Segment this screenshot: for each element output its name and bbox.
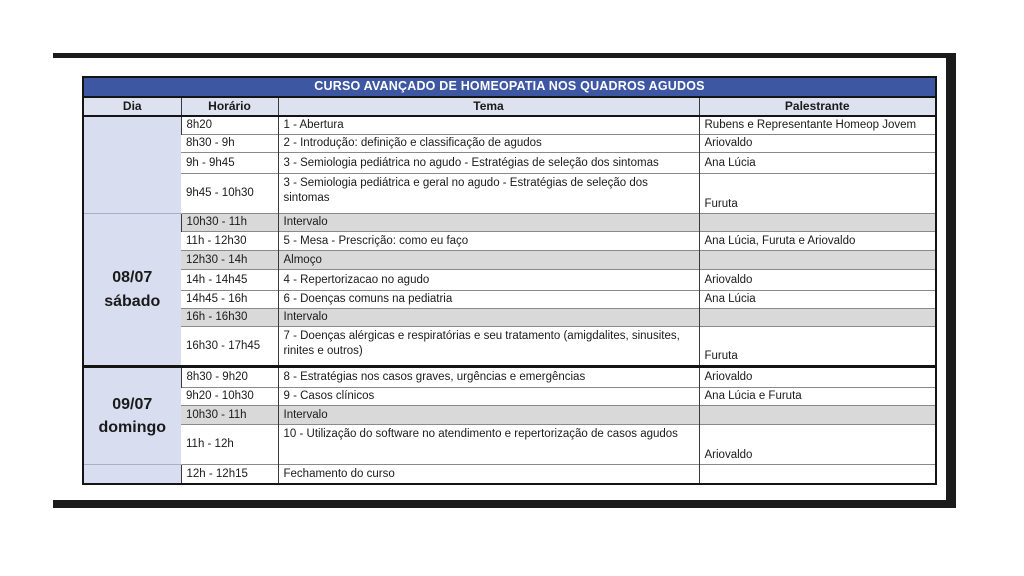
course-title: CURSO AVANÇADO DE HOMEOPATIA NOS QUADROS AGUDOS [83,77,936,97]
col-header-horario: Horário [181,97,278,116]
tema-cell: 1 - Abertura [278,116,699,135]
horario-cell: 9h45 - 10h30 [181,174,278,214]
schedule-row [83,327,936,367]
day-cell-empty-top [83,116,181,214]
day-cell-empty-bottom [83,465,181,484]
col-header-tema: Tema [278,97,699,116]
horario-cell: 11h - 12h [181,425,278,465]
col-header-dia: Dia [83,97,181,116]
palestrante-cell [699,214,936,232]
palestrante-cell: Ana Lúcia [699,153,936,174]
schedule-row [83,270,936,291]
horario-cell: 10h30 - 11h [181,406,278,425]
schedule-row [83,116,936,135]
palestrante-cell: Furuta [699,327,936,367]
palestrante-cell: Ariovaldo [699,425,936,465]
schedule-row [83,425,936,465]
tema-cell: Intervalo [278,309,699,327]
schedule-row [83,367,936,388]
tema-cell: Fechamento do curso [278,465,699,484]
tema-cell: 4 - Repertorizacao no agudo [278,270,699,291]
horario-cell: 8h20 [181,116,278,135]
palestrante-cell: Ana Lúcia [699,291,936,309]
schedule-row-break [83,251,936,270]
horario-cell: 12h - 12h15 [181,465,278,484]
schedule-row [83,291,936,309]
tema-cell: 5 - Mesa - Prescrição: como eu faço [278,232,699,251]
horario-cell: 12h30 - 14h [181,251,278,270]
tema-cell: 8 - Estratégias nos casos graves, urgências e emergências [278,367,699,388]
palestrante-cell [699,465,936,484]
horario-cell: 8h30 - 9h20 [181,367,278,388]
horario-cell: 14h45 - 16h [181,291,278,309]
schedule-row [83,135,936,153]
course-schedule-table [82,76,937,485]
day-weekday: domingo [98,419,167,437]
col-header-palestrante: Palestrante [699,97,936,116]
palestrante-cell: Furuta [699,174,936,214]
horario-cell: 16h - 16h30 [181,309,278,327]
schedule-row [83,465,936,484]
schedule-row-break [83,309,936,327]
day-date: 08/07 [112,269,153,287]
horario-cell: 14h - 14h45 [181,270,278,291]
palestrante-cell: Ariovaldo [699,270,936,291]
tema-cell: 10 - Utilização do software no atendimento e repertorização de casos agudos [278,425,699,465]
palestrante-cell: Ana Lúcia, Furuta e Ariovaldo [699,232,936,251]
schedule-row-break [83,214,936,232]
tema-cell: 3 - Semiologia pediátrica no agudo - Estratégias de seleção dos sintomas [278,153,699,174]
tema-cell: Intervalo [278,214,699,232]
palestrante-cell: Ariovaldo [699,135,936,153]
tema-cell: Almoço [278,251,699,270]
day-weekday: sábado [104,292,161,310]
schedule-row [83,174,936,214]
palestrante-cell [699,309,936,327]
day-cell-sunday [83,367,181,465]
palestrante-cell [699,406,936,425]
horario-cell: 10h30 - 11h [181,214,278,232]
day-cell-saturday [83,214,181,367]
palestrante-cell: Ariovaldo [699,367,936,388]
tema-cell: Intervalo [278,406,699,425]
schedule-row [83,232,936,251]
table-title-row [83,77,936,97]
schedule-row [83,388,936,406]
horario-cell: 16h30 - 17h45 [181,327,278,367]
table-header-row [83,97,936,116]
horario-cell: 8h30 - 9h [181,135,278,153]
tema-cell: 7 - Doenças alérgicas e respiratórias e seu tratamento (amigdalites, sinusites, rinites e outros) [278,327,699,367]
palestrante-cell [699,251,936,270]
day-date: 09/07 [112,395,153,413]
tema-cell: 9 - Casos clínicos [278,388,699,406]
horario-cell: 9h20 - 10h30 [181,388,278,406]
palestrante-cell: Ana Lúcia e Furuta [699,388,936,406]
horario-cell: 9h - 9h45 [181,153,278,174]
tema-cell: 3 - Semiologia pediátrica e geral no agudo - Estratégias de seleção dos sintomas [278,174,699,214]
schedule-row [83,153,936,174]
tema-cell: 2 - Introdução: definição e classificação de agudos [278,135,699,153]
tema-cell: 6 - Doenças comuns na pediatria [278,291,699,309]
horario-cell: 11h - 12h30 [181,232,278,251]
palestrante-cell: Rubens e Representante Homeop Jovem [699,116,936,135]
schedule-row-break [83,406,936,425]
